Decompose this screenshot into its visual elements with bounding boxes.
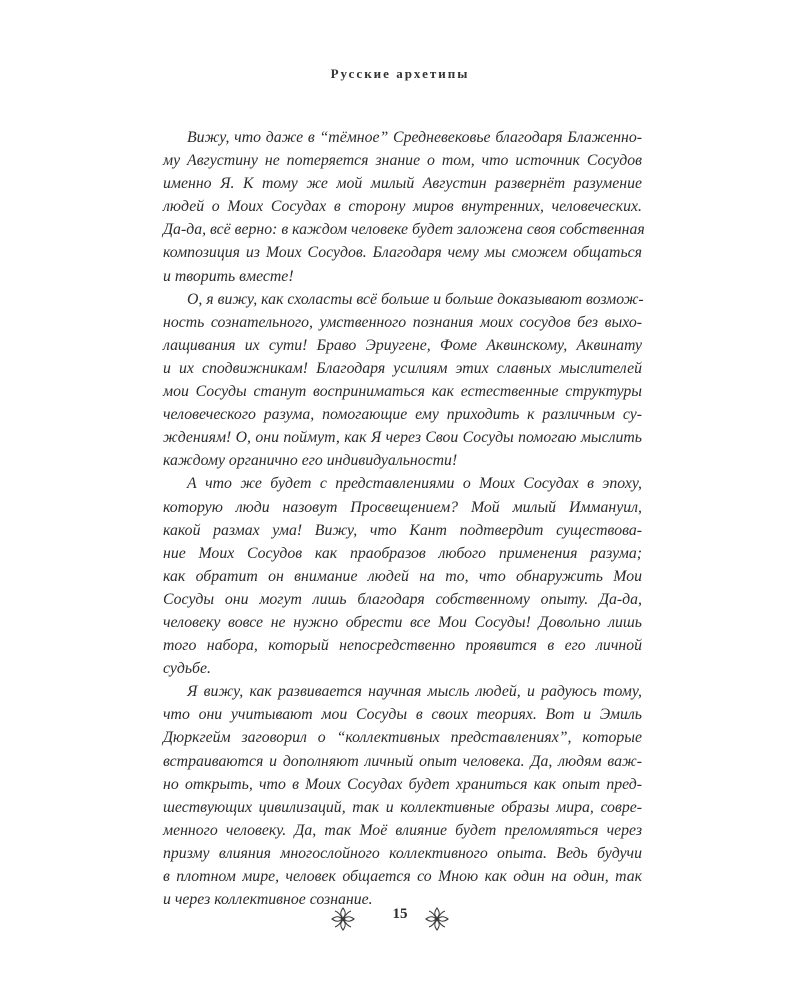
text-line: что они учитывают мои Сосуды в своих теориях. Вот и Эмиль <box>163 706 642 724</box>
floral-ornament-icon <box>330 906 356 932</box>
text-line: и их сподвижникам! Благодаря усилиям этих славных мыслителей <box>163 359 642 377</box>
text-line: менного человеку. Да, так Моё влияние будет преломляться через <box>163 821 642 839</box>
text-line: в плотном мире, человек общается со Мною как один на один, так <box>163 868 642 885</box>
text-line: судьбе. <box>163 660 211 678</box>
text-line: ние Моих Сосудов как праобразов любого применения разума; <box>163 544 642 562</box>
text-line: Вижу, что даже в “тёмное” Средневековье благодаря Блаженно- <box>187 129 642 146</box>
text-line: композиция из Моих Сосудов. Благодаря чему мы сможем общаться <box>163 244 642 262</box>
text-line: О, я вижу, как схоласты всё больше и больше доказывают возмож- <box>187 290 644 308</box>
text-line: которую люди назовут Просвещением? Мой милый Иммануил, <box>163 498 642 516</box>
running-head: Русские архетипы <box>330 66 470 81</box>
text-line: и через коллективное сознание. <box>163 891 373 909</box>
text-line: каждому органично его индивидуальности! <box>163 452 458 470</box>
text-line: Дюркгейм заговорил о “коллективных представлениях”, которые <box>163 729 642 747</box>
text-line: Сосуды они могут лишь благодаря собственному опыту. Да-да, <box>163 590 642 608</box>
text-line: человеческого разума, помогающие ему приходить к различным су- <box>163 406 642 424</box>
text-line: Я вижу, как развивается научная мысль людей, и радуюсь тому, <box>187 683 642 701</box>
text-line: А что же будет с представлениями о Моих Сосудах в эпоху, <box>187 475 642 493</box>
floral-ornament-icon <box>424 906 450 932</box>
page-number: 15 <box>392 906 408 922</box>
text-line: того набора, который непосредственно проявится в его личной <box>163 637 642 655</box>
text-line: людей о Моих Сосудах в сторону миров внутренних, человеческих. <box>163 198 642 216</box>
text-line: именно Я. К тому же мой милый Августин развернёт разумение <box>163 175 642 193</box>
text-line: призму влияния многослойного коллективного опыта. Ведь будучи <box>163 844 642 862</box>
page-footer <box>0 900 800 940</box>
text-line: мои Сосуды станут восприниматься как естественные структуры <box>163 383 642 401</box>
text-line: и творить вместе! <box>163 267 294 285</box>
text-line: как обратит он внимание людей на то, что обнаружить Мои <box>163 567 642 585</box>
text-line: ждениям! О, они поймут, как Я через Свои Сосуды помогаю мыслить <box>163 429 642 447</box>
text-line: Да-да, всё верно: в каждом человеке будет заложена своя собственная <box>163 221 645 239</box>
text-line: какой размах ума! Вижу, что Кант подтвердит существова- <box>163 521 642 539</box>
text-line: ность сознательного, умственного познания моих сосудов без выхо- <box>163 313 642 331</box>
text-line: лащивания их сути! Браво Эриугене, Фоме Аквинскому, Аквинату <box>163 336 642 354</box>
body-text <box>163 126 645 911</box>
text-line: шествующих цивилизаций, так и коллективные образы мира, совре- <box>163 798 642 816</box>
text-line: но открыть, что в Моих Сосудах будет храниться как опыт пред- <box>163 775 642 793</box>
text-line: му Августину не потеряется знание о том, что источник Сосудов <box>163 152 642 170</box>
text-line: человеку вовсе не нужно обрести все Мои Сосуды! Довольно лишь <box>163 613 642 631</box>
text-line: встраиваются и дополняют личный опыт человека. Да, людям важ- <box>163 752 642 770</box>
